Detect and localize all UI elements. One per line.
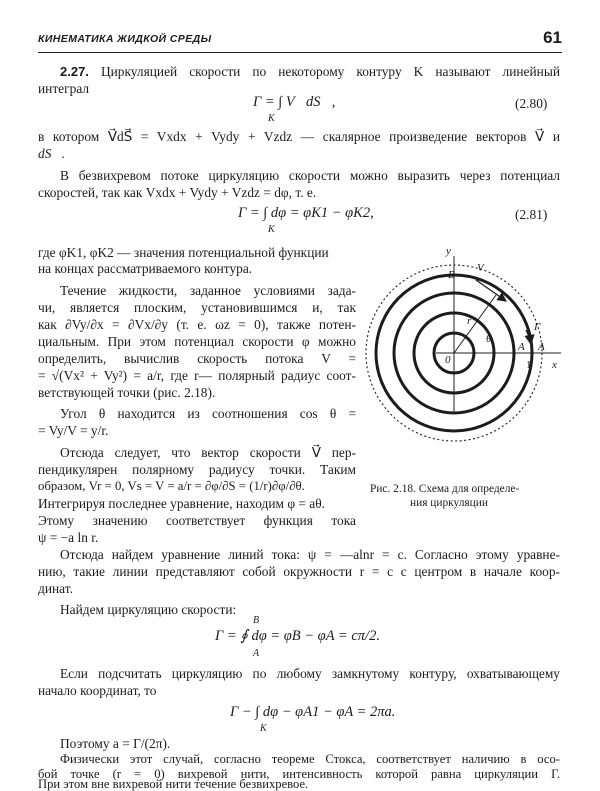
- paragraph-1-line-1: в котором V⃗dS⃗ = Vxdx + Vydy + Vzdz — скалярное произведение векторов V⃗ и: [38, 129, 560, 144]
- paragraph-4-line-4: циальным. При этом потенциал скорости φ можно: [38, 334, 356, 349]
- paragraph-4-line-2: чи, является плоским, установившимся и, так: [38, 300, 356, 315]
- paragraph-6-line-5: Этому значению соответствует функция тока: [38, 513, 356, 528]
- equation-full-contour-limit: K: [260, 723, 267, 734]
- equation-circulation: Γ = ∮ dφ = φB − φA = cπ/2.: [215, 628, 380, 644]
- point-b-label: B: [448, 269, 455, 281]
- paragraph-9-line-2: начало координат, то: [38, 683, 157, 698]
- paragraph-3-line-1: где φK1, φK2 — значения потенциальной функции: [38, 245, 329, 260]
- paragraph-11-line-3: При этом вне вихревой нити течение безвихревое.: [38, 777, 309, 791]
- paragraph-1-line-2: dS⃗.: [38, 146, 66, 161]
- paragraph-11-line-1: Физически этот случай, согласно теореме Стокса, соответствует наличию в осо-: [60, 752, 560, 766]
- paragraph-6-line-1: Отсюда следует, что вектор скорости V⃗ пер-: [60, 445, 356, 460]
- equation-2-81: Γ = ∫ dφ = φK1 − φK2,: [238, 205, 374, 221]
- running-title: КИНЕМАТИКА ЖИДКОЙ СРЕДЫ: [38, 33, 212, 45]
- point-a1-label: A: [538, 341, 545, 353]
- gamma-label: Γ: [534, 321, 541, 333]
- paragraph-8-line-1: Найдем циркуляцию скорости:: [60, 602, 237, 617]
- paragraph-11-line-2: бой точке (r = 0) вихревой нити, интенсивность которой равна циркуляции Γ.: [38, 767, 560, 781]
- y-axis-label: y: [446, 245, 451, 257]
- x-axis-label: x: [552, 359, 557, 371]
- equation-2-80-number: (2.80): [515, 96, 548, 111]
- paragraph-6-line-3: образом, Vr = 0, Vs = V = a/r = ∂φ/∂S = (1/r)∂φ/∂θ.: [38, 479, 305, 493]
- paragraph-6-line-2: пендикулярен полярному радиусу точки. Таким: [38, 462, 356, 477]
- paragraph-6-line-6: ψ = −a ln r.: [38, 530, 99, 545]
- paragraph-4-line-5: определить, вычислив скорость потока V =: [38, 351, 356, 366]
- point-a-label: A: [518, 341, 525, 353]
- radius-label: r: [467, 315, 472, 327]
- section-intro-text: Циркуляцией скорости по некоторому контуру K называют линейный: [100, 64, 560, 79]
- equation-2-81-limit: K: [268, 224, 275, 235]
- paragraph-3-line-2: на концах рассматриваемого контура.: [38, 261, 253, 276]
- paragraph-5-line-1: Угол θ находится из соотношения cos θ =: [60, 406, 356, 421]
- equation-full-contour: Γ − ∫ dφ − φA1 − φA = 2πa.: [230, 704, 396, 720]
- origin-label: 0: [445, 354, 451, 366]
- paragraph-7-line-3: динат.: [38, 581, 73, 596]
- paragraph-4-line-6: = √(Vx² + Vy²) = a/r, где r— полярный радиус соот-: [38, 368, 356, 383]
- equation-2-81-number: (2.81): [515, 207, 548, 222]
- section-intro-line-1: [60, 63, 560, 80]
- paragraph-10-line-1: Поэтому a = Γ/(2π).: [60, 736, 171, 751]
- theta-label: θ: [486, 333, 492, 345]
- paragraph-2-line-1: В безвихревом потоке циркуляцию скорости можно выразить через потенциал: [60, 168, 560, 183]
- paragraph-2-line-2: скоростей, так как Vxdx + Vydy + Vzdz = dφ, т. е.: [38, 185, 317, 200]
- section-number: 2.27.: [60, 64, 89, 79]
- equation-circulation-lower: A: [253, 648, 260, 659]
- equation-2-80-limit: K: [268, 113, 275, 124]
- figure-2-18: [366, 238, 566, 478]
- paragraph-6-line-4: Интегрируя последнее уравнение, находим φ = aθ.: [38, 496, 325, 511]
- figure-caption-line-1: Рис. 2.18. Схема для определе-: [370, 483, 520, 495]
- paragraph-4-line-1: Течение жидкости, заданное условиями зада-: [60, 283, 356, 298]
- paragraph-4-line-7: ветствующей точки (рис. 2.18).: [38, 385, 216, 400]
- equation-2-80: Γ = ∫ V⃗dS⃗,: [253, 94, 336, 110]
- section-intro-line-2: интеграл: [38, 81, 90, 96]
- paragraph-7-line-1: Отсюда найдем уравнение линий тока: ψ = —alnr = c. Согласно этому уравне-: [60, 547, 560, 562]
- paragraph-4-line-3: как ∂Vy/∂x = ∂Vx/∂y (т. е. ωz = 0), также потен-: [38, 317, 356, 332]
- paragraph-5-line-2: = Vy/V = y/r.: [38, 423, 109, 438]
- figure-caption-line-2: ния циркуляции: [410, 497, 488, 509]
- paragraph-7-line-2: нию, такие линии представляют собой окружности r = c с центром в начале коор-: [38, 564, 560, 579]
- index-1-label: 1: [526, 359, 532, 371]
- page-number: 61: [543, 28, 562, 47]
- velocity-label: V: [477, 262, 484, 274]
- equation-circulation-upper: B: [253, 615, 260, 626]
- page-header: [38, 30, 562, 53]
- paragraph-9-line-1: Если подсчитать циркуляцию по любому замкнутому контуру, охватывающему: [60, 666, 560, 681]
